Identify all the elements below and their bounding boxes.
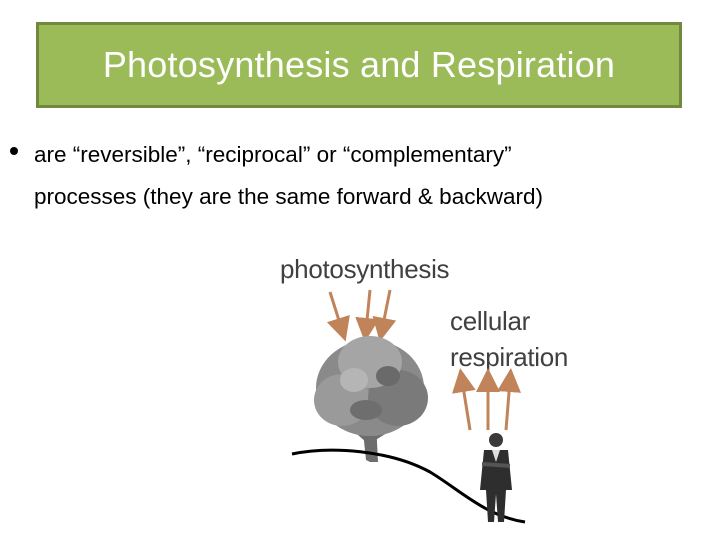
photosynthesis-respiration-diagram: [270, 250, 620, 525]
bullet-line-1: are “reversible”, “reciprocal” or “complementary”: [34, 142, 512, 167]
photosynthesis-arrows-icon: [330, 290, 390, 330]
bullet-line-2: processes (they are the same forward & backward): [34, 184, 543, 209]
respiration-arrows-icon: [462, 380, 510, 430]
bullet-dot-icon: [10, 147, 18, 155]
slide-title: Photosynthesis and Respiration: [102, 44, 616, 85]
bullet-text: [34, 134, 714, 218]
diagram-artwork: [270, 250, 620, 525]
label-photosynthesis: photosynthesis: [280, 254, 450, 284]
label-cellular: cellular: [450, 306, 530, 336]
label-respiration: respiration: [450, 342, 569, 372]
slide-title-box: [36, 22, 682, 108]
tree-icon: [314, 336, 428, 462]
